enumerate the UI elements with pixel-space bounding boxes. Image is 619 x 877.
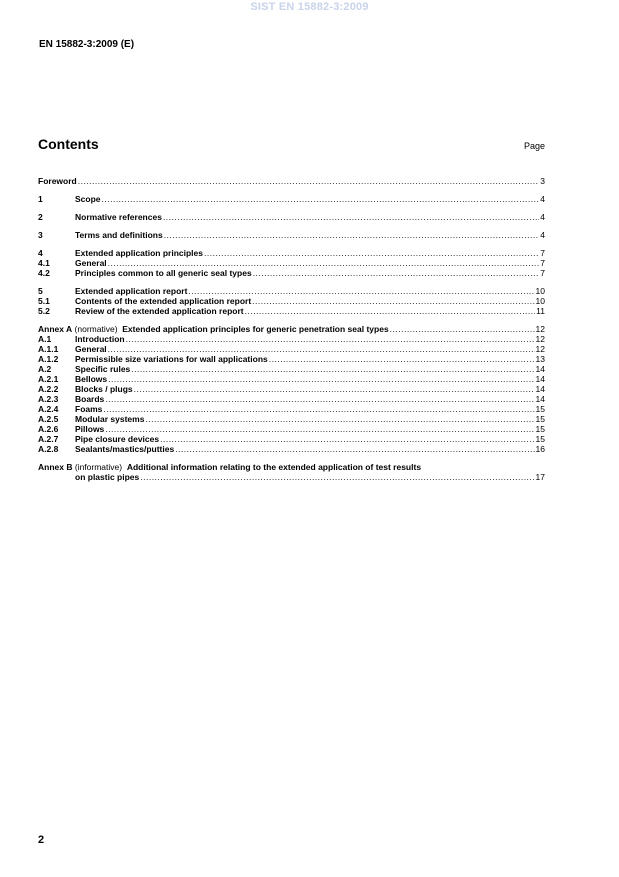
table-of-contents (38, 176, 545, 482)
toc-number: 5 (38, 286, 43, 296)
contents-heading: Contents (38, 136, 99, 152)
toc-number: 4.1 (38, 258, 50, 268)
toc-entry-1[interactable] (38, 194, 545, 204)
toc-title: Pillows (75, 424, 105, 434)
toc-title: Introduction (75, 334, 125, 344)
dot-leader (160, 434, 534, 444)
toc-page: 12 (535, 324, 545, 334)
toc-title: Blocks / plugs (75, 384, 133, 394)
dot-leader (108, 258, 540, 268)
toc-title: Extended application principles (75, 248, 203, 258)
dot-leader (164, 230, 540, 240)
toc-entry-5-2[interactable] (38, 306, 545, 316)
dot-leader (126, 334, 535, 344)
toc-page: 4 (540, 212, 545, 222)
toc-page: 10 (535, 286, 545, 296)
dot-leader (105, 424, 534, 434)
toc-entry-3[interactable] (38, 230, 545, 240)
toc-entry-4-1[interactable] (38, 258, 545, 268)
dot-leader (131, 364, 534, 374)
toc-number: A.2.8 (38, 444, 59, 454)
toc-entry-annex-b[interactable] (38, 462, 545, 482)
dot-leader (245, 306, 536, 316)
toc-entry-5[interactable] (38, 286, 545, 296)
toc-entry-a-2-6[interactable] (38, 424, 545, 434)
toc-page: 15 (535, 414, 545, 424)
toc-number: A.2.3 (38, 394, 59, 404)
toc-number: A.1.1 (38, 344, 59, 354)
toc-number: A.2.6 (38, 424, 59, 434)
document-id: EN 15882-3:2009 (E) (39, 39, 135, 50)
toc-entry-5-1[interactable] (38, 296, 545, 306)
toc-page: 7 (540, 248, 545, 258)
toc-number: A.2.4 (38, 404, 59, 414)
toc-page: 12 (535, 334, 545, 344)
toc-page: 11 (536, 306, 545, 316)
toc-page: 14 (535, 374, 545, 384)
toc-page: 7 (540, 268, 545, 278)
toc-title-line2: on plastic pipes (75, 472, 140, 482)
dot-leader (175, 444, 534, 454)
toc-title: Review of the extended application report (75, 306, 244, 316)
watermark: SIST EN 15882-3:2009 (250, 1, 369, 13)
toc-number: A.2.7 (38, 434, 59, 444)
dot-leader (390, 324, 535, 334)
toc-page: 14 (535, 384, 545, 394)
toc-page: 3 (540, 176, 545, 186)
toc-number: A.2.2 (38, 384, 59, 394)
toc-title: Modular systems (75, 414, 145, 424)
toc-entry-a-2-3[interactable] (38, 394, 545, 404)
toc-entry-4-2[interactable] (38, 268, 545, 278)
toc-number: 4.2 (38, 268, 50, 278)
toc-title: General (75, 258, 107, 268)
dot-leader (204, 248, 539, 258)
dot-leader (163, 212, 539, 222)
toc-page: 10 (535, 296, 545, 306)
toc-entry-a-1[interactable] (38, 334, 545, 344)
toc-entry-a-1-2[interactable] (38, 354, 545, 364)
toc-title: Scope (75, 194, 101, 204)
toc-title: Boards (75, 394, 105, 404)
dot-leader (269, 354, 535, 364)
toc-entry-foreword[interactable] (38, 176, 545, 186)
toc-page: 15 (535, 404, 545, 414)
toc-number: 1 (38, 194, 43, 204)
dot-leader (105, 394, 534, 404)
toc-title: Normative references (75, 212, 162, 222)
dot-leader (108, 344, 535, 354)
toc-number: 3 (38, 230, 43, 240)
page-column-label: Page (523, 141, 545, 151)
annex-label: Annex B (38, 462, 73, 472)
toc-title: Permissible size variations for wall applications (75, 354, 268, 364)
toc-title: Extended application principles for generic penetration seal types (122, 324, 389, 334)
toc-title: Terms and definitions (75, 230, 163, 240)
annex-label: Annex A (38, 324, 73, 334)
dot-leader (108, 374, 534, 384)
toc-title: Bellows (75, 374, 108, 384)
toc-title: Sealants/mastics/putties (75, 444, 175, 454)
toc-entry-a-2-2[interactable] (38, 384, 545, 394)
dot-leader (78, 176, 540, 186)
toc-page: 14 (535, 394, 545, 404)
dot-leader (145, 414, 534, 424)
toc-entry-a-2-7[interactable] (38, 434, 545, 444)
toc-number: A.2 (38, 364, 52, 374)
toc-entry-a-2-5[interactable] (38, 414, 545, 424)
toc-number: A.1.2 (38, 354, 59, 364)
toc-title: Foreword (38, 176, 77, 186)
toc-number: A.1 (38, 334, 52, 344)
toc-page: 17 (535, 472, 545, 482)
toc-title: Contents of the extended application report (75, 296, 252, 306)
toc-page: 12 (535, 344, 545, 354)
toc-title: Principles common to all generic seal types (75, 268, 252, 278)
toc-number: A.2.5 (38, 414, 59, 424)
dot-leader (134, 384, 535, 394)
toc-title: Pipe closure devices (75, 434, 160, 444)
toc-number: A.2.1 (38, 374, 59, 384)
toc-page: 15 (535, 424, 545, 434)
toc-page: 14 (535, 364, 545, 374)
toc-entry-a-2-4[interactable] (38, 404, 545, 414)
dot-leader (140, 472, 534, 482)
toc-title-line1: Additional information relating to the extended application of test results (126, 462, 422, 472)
toc-page: 15 (535, 434, 545, 444)
toc-number: 5.1 (38, 296, 50, 306)
toc-number: 2 (38, 212, 43, 222)
toc-title: Extended application report (75, 286, 188, 296)
toc-title: Specific rules (75, 364, 131, 374)
toc-page: 16 (535, 444, 545, 454)
dot-leader (103, 404, 534, 414)
toc-title: General (75, 344, 107, 354)
toc-number: 4 (38, 248, 43, 258)
toc-entry-a-1-1[interactable] (38, 344, 545, 354)
toc-entry-2[interactable] (38, 212, 545, 222)
toc-entry-a-2-1[interactable] (38, 374, 545, 384)
dot-leader (102, 194, 540, 204)
toc-page: 4 (540, 230, 545, 240)
toc-entry-a-2[interactable] (38, 364, 545, 374)
toc-entry-a-2-8[interactable] (38, 444, 545, 454)
page-number: 2 (38, 834, 45, 846)
toc-page: 13 (535, 354, 545, 364)
dot-leader (253, 268, 540, 278)
dot-leader (188, 286, 534, 296)
toc-page: 4 (540, 194, 545, 204)
toc-entry-4[interactable] (38, 248, 545, 258)
annex-qualifier: (informative) (74, 462, 123, 472)
toc-entry-annex-a[interactable] (38, 324, 545, 334)
dot-leader (252, 296, 534, 306)
toc-number: 5.2 (38, 306, 50, 316)
annex-qualifier: (normative) (74, 324, 118, 334)
toc-title: Foams (75, 404, 103, 414)
toc-page: 7 (540, 258, 545, 268)
